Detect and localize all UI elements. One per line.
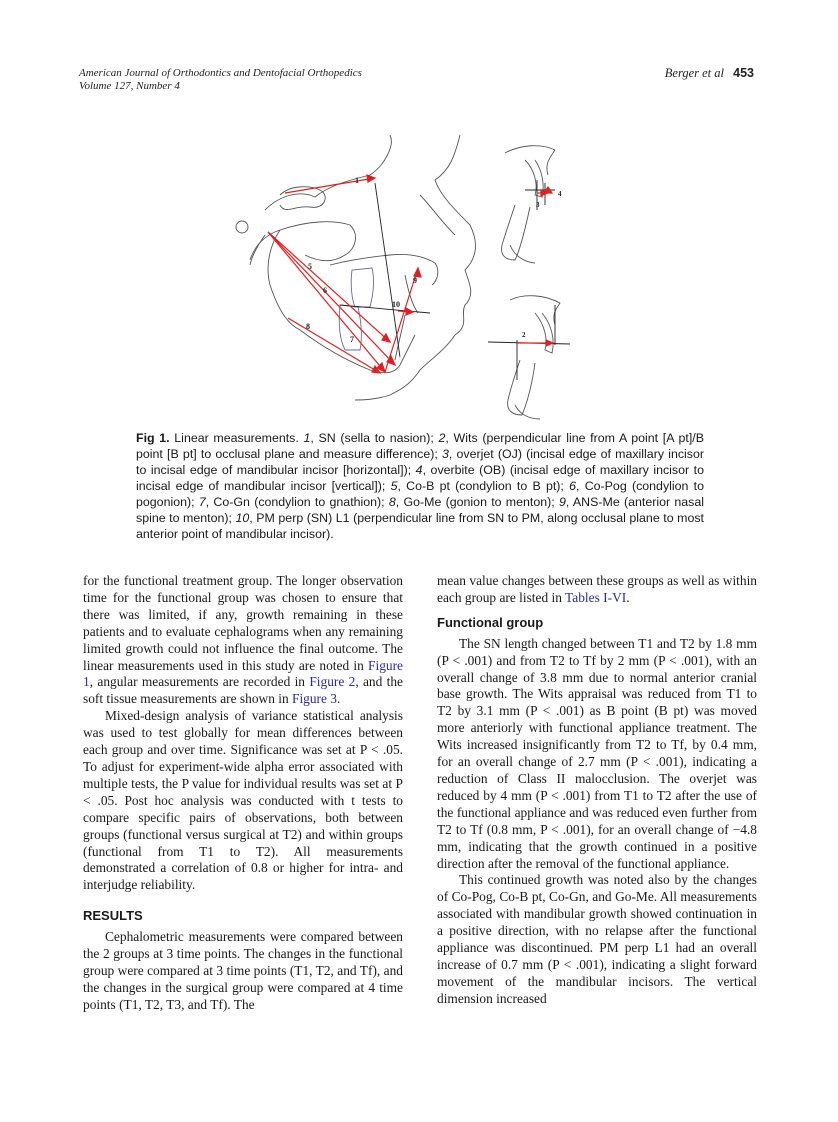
caption-item-num: 6 — [569, 479, 577, 493]
caption-item-text: , overjet (OJ) (incisal edge of maxillary incisor to incisal edge of mandibular incisor [horizontal]); — [136, 447, 704, 477]
caption-item-num: 5 — [390, 479, 398, 493]
caption-item-text: , Co-Pog (condylion to pogonion); — [136, 479, 704, 509]
paragraph-text: for the functional treatment group. The longer observation time for the functional group was chosen to ensure that there was limited, if any, growth remaining in these patients and to evaluate cephalograms when any remaining limited growth could not influence the final outcome. The linear measurements used in this study are noted in — [83, 573, 403, 673]
right-column — [437, 573, 757, 1008]
figure-label-1: 1 — [355, 176, 359, 185]
figure-label-4: 4 — [558, 190, 562, 198]
page-number: 453 — [733, 66, 754, 80]
running-head-right — [665, 66, 754, 81]
figure-1-cephalometric-tracing — [170, 135, 610, 420]
paragraph-text: , angular measurements are recorded in — [89, 674, 310, 690]
paragraph-text: . — [337, 691, 341, 707]
cephalogram-illustration — [170, 135, 610, 420]
caption-item-num: 1 — [303, 431, 311, 445]
figure-label-7: 7 — [350, 335, 354, 344]
paragraph-continued-growth: This continued growth was noted also by the changes of Co-Pog, Co-B pt, Co-Gn, and Go-Me. All measurements associated with mandibular growth showed continuation in a positive direction, with no relapse after the functional appliance was discontinued. PM perp L1 had an overall increase of 0.7 mm (P < .001), indicating a slight forward movement of the mandibular incisors. The vertical dimension increased — [437, 872, 757, 1006]
caption-item-num: 7 — [198, 495, 206, 509]
caption-item-text: , overbite (OB) (incisal edge of maxillary incisor to incisal edge of mandibular incisor [vertical]); — [136, 463, 704, 493]
paragraph-text: , and the soft tissue measurements are shown in — [83, 674, 403, 707]
paragraph-text: . — [626, 589, 630, 605]
paragraph-statistics: Mixed-design analysis of variance statistical analysis was used to test globally for mean differences between each group and over time. Significance was set at P < .05. To adjust for experiment-wide alpha error associated with multiple tests, the P value for individual results was set at P < .05. Post hoc analysis was conducted with t tests to compare specific pairs of observations, both between groups (functional versus surgical at T2) and within groups (functional from T1 to T2). All measurements demonstrated a correlation of 0.8 or higher for intra- and interjudge reliability. — [83, 708, 403, 893]
paragraph-functional-sn: The SN length changed between T1 and T2 by 1.8 mm (P < .001) and from T2 to Tf by 2 mm (P < .001), with an overall change of 3.8 mm due to normal anterior cranial base growth. The Wits appraisal was reduced from T1 to T2 by 3.1 mm (P < .001) as B point (B pt) was moved more anteriorly with functional appliance treatment. The Wits increased insignificantly from T2 to Tf, by 0.4 mm, for an overall change of 2.7 mm (P < .001), indicating a reduction of Class II malocclusion. The overjet was reduced by 4 mm (P < .001) from T1 to T2 after the use of the functional appliance and was reduced even further from T2 to Tf (0.8 mm, P < .001), for an overall change of −4.8 mm, indicating that the growth continued in a positive direction after the removal of the functional appliance. — [437, 635, 757, 871]
caption-intro: Linear measurements. — [169, 431, 304, 445]
caption-item-num: 8 — [388, 495, 396, 509]
figure-label-6: 6 — [323, 286, 327, 295]
figure-label-10: 10 — [392, 300, 400, 309]
figure-3-link[interactable]: Figure 3 — [292, 691, 338, 707]
figure-caption — [136, 430, 704, 542]
caption-item-num: 10 — [235, 511, 250, 525]
figure-1-link[interactable]: Figure 1 — [83, 657, 403, 690]
figure-caption-label: Fig 1. — [136, 431, 170, 445]
left-column — [83, 573, 403, 1014]
caption-item-text: , Co-Gn (condylion to gnathion); — [205, 495, 389, 509]
paragraph-results: Cephalometric measurements were compared between the 2 groups at 3 time points. The changes in the functional group were compared at 3 time points (T1, T2, and Tf), and the changes in the surgical group were compared at 4 time points (T1, T2, T3, and Tf). The — [83, 929, 403, 1012]
caption-item-num: 4 — [415, 463, 423, 477]
journal-title: American Journal of Orthodontics and Dentofacial Orthopedics — [79, 67, 362, 79]
caption-item-text: , ANS-Me (anterior nasal spine to menton); — [136, 495, 704, 525]
running-head-left — [79, 67, 362, 93]
paragraph — [83, 573, 403, 708]
author-line: Berger et al — [664, 66, 725, 80]
caption-item-num: 9 — [558, 495, 566, 509]
journal-volume: Volume 127, Number 4 — [79, 80, 180, 92]
tables-link[interactable]: Tables I-VI — [565, 589, 627, 605]
caption-item-text: , Go-Me (gonion to menton); — [395, 495, 559, 509]
paragraph — [437, 573, 757, 607]
caption-item-num: 3 — [442, 447, 449, 461]
caption-item-text: , Co-B pt (condylion to B pt); — [397, 479, 570, 493]
figure-label-9: 9 — [413, 276, 417, 285]
paragraph-text: mean value changes between these groups as well as within each group are listed in — [437, 573, 757, 605]
functional-group-heading: Functional group — [437, 614, 544, 630]
caption-item-num: 2 — [438, 431, 446, 445]
caption-item-text: , PM perp (SN) L1 (perpendicular line from SN to PM, along occlusal plane to most anterior point of mandibular incisor). — [136, 511, 704, 541]
caption-item-text: , SN (sella to nasion); — [310, 431, 439, 445]
figure-label-5: 5 — [308, 262, 312, 271]
caption-item-text: , Wits (perpendicular line from A point [A pt]/B point [B pt] to occlusal plane and measure difference); — [136, 431, 704, 461]
results-heading: RESULTS — [83, 908, 143, 924]
figure-label-2: 2 — [522, 331, 526, 339]
figure-label-8: 8 — [306, 322, 310, 331]
figure-2-link[interactable]: Figure 2 — [309, 674, 356, 690]
figure-label-3: 3 — [536, 201, 540, 209]
